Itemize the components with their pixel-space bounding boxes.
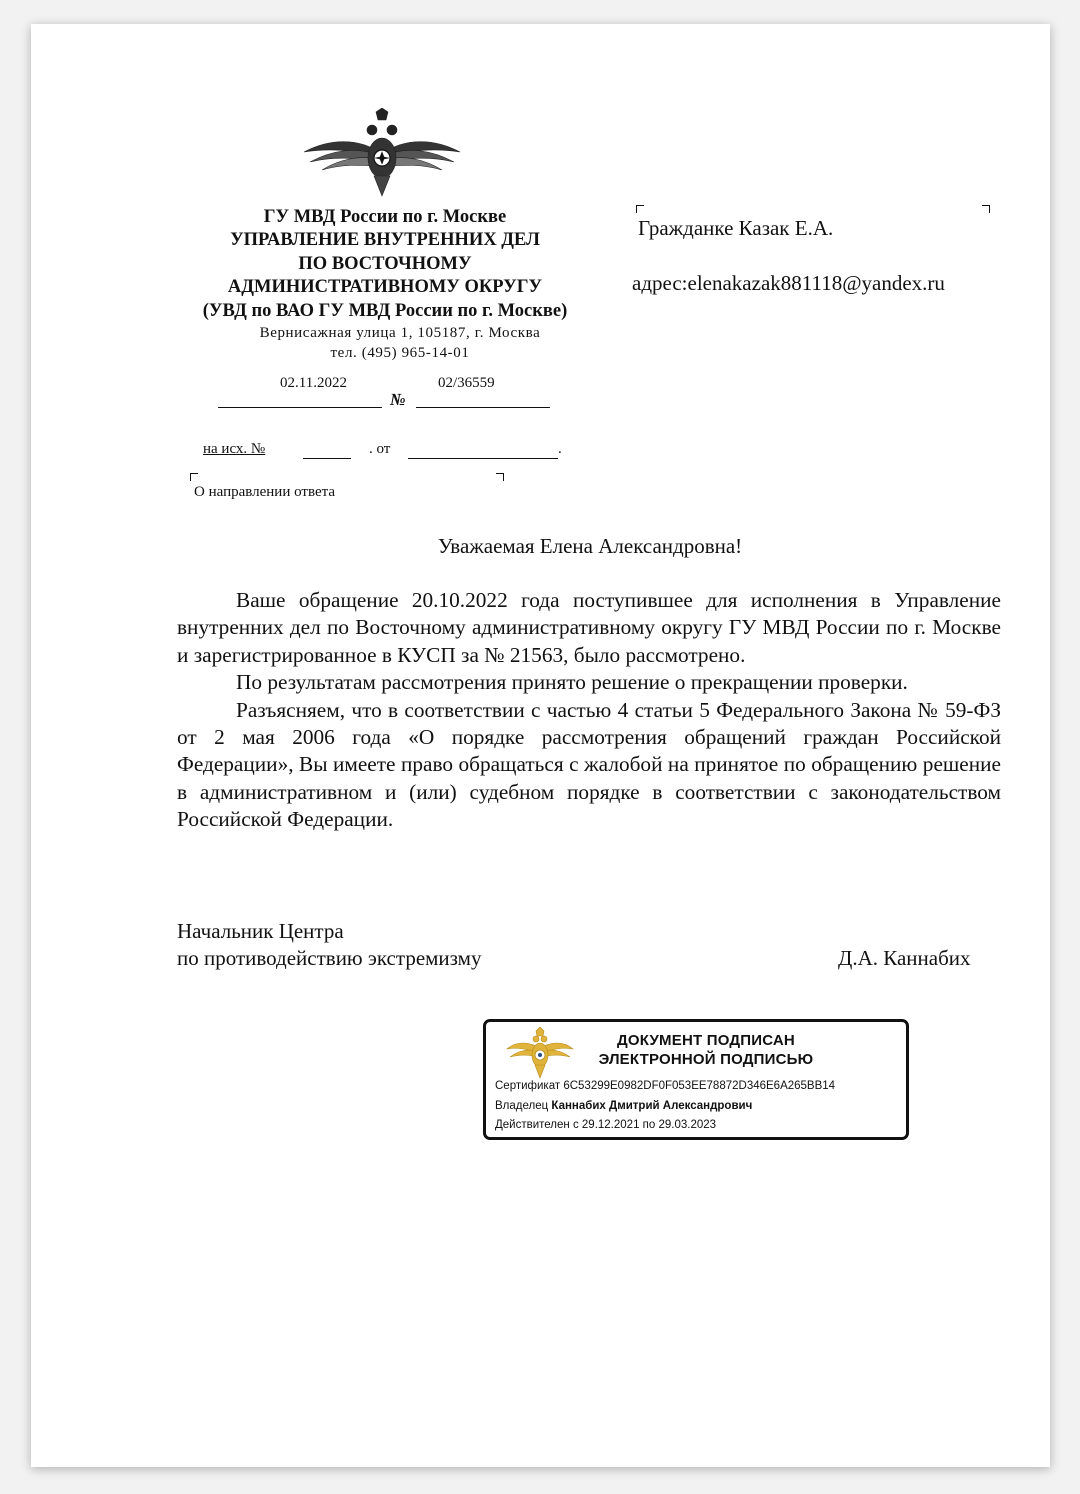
mvd-gold-emblem-icon	[506, 1027, 574, 1079]
ref-date-underline	[408, 458, 558, 459]
number-underline	[416, 407, 550, 408]
stamp-certificate-value: 6C53299E0982DF0F053EE78872D346E6A265BB14	[563, 1080, 836, 1092]
org-name-line1: ГУ МВД России по г. Москве	[263, 207, 507, 227]
letter-subject: О направлении ответа	[194, 484, 336, 500]
org-name-line3: ПО ВОСТОЧНОМУ	[298, 254, 472, 274]
org-phone: тел. (495) 965-14-01	[330, 345, 470, 361]
signer-title-line1: Начальник Центра	[177, 919, 344, 943]
recipient-corner-left	[636, 205, 644, 213]
body-paragraph-1: Ваше обращение 20.10.2022 года поступившее для исполнения в Управление внутренних дел по Восточному административному округу ГУ МВД России по г. Москве и зарегистрированное в КУСП за № 21563, было рассмотрено.	[177, 588, 1001, 667]
stamp-title-line1: ДОКУМЕНТ ПОДПИСАН	[617, 1032, 795, 1049]
org-name-line4: АДМИНИСТРАТИВНОМУ ОКРУГУ	[227, 277, 543, 297]
greeting: Уважаемая Елена Александровна!	[437, 534, 743, 558]
org-name-line2: УПРАВЛЕНИЕ ВНУТРЕННИХ ДЕЛ	[230, 230, 540, 250]
body-paragraph-2: По результатам рассмотрения принято решение о прекращении проверки.	[236, 670, 908, 695]
org-name-short: (УВД по ВАО ГУ МВД России по г. Москве)	[202, 301, 568, 321]
stamp-owner-label: Владелец	[495, 1100, 549, 1112]
recipient-name: Гражданке Казак Е.А.	[638, 216, 834, 240]
stamp-validity: Действителен с 29.12.2021 по 29.03.2023	[495, 1119, 717, 1131]
recipient-corner-right	[982, 205, 990, 213]
body-paragraph-3: Разъясняем, что в соответствии с частью 4 статьи 5 Федерального Закона № 59-ФЗ от 2 мая 2006 года «О порядке рассмотрения обращений граждан Российской Федерации», Вы имеете право обращаться с жалобой на принятое по обращению решение в административном и (или) судебном порядке в соответствии с законодательством Российской Федерации.	[177, 697, 1001, 832]
ref-from-label: . от	[369, 441, 391, 457]
stamp-title	[586, 1031, 826, 1069]
mvd-eagle-emblem-icon	[300, 108, 464, 198]
signer-title-line2: по противодействию экстремизму	[177, 946, 482, 970]
registration-number: 02/36559	[438, 375, 495, 391]
registration-date: 02.11.2022	[280, 375, 347, 391]
ref-number-underline	[303, 458, 351, 459]
recipient-address: адрес:elenakazak881118@yandex.ru	[632, 271, 945, 295]
subject-corner-left	[190, 473, 198, 481]
signer-name: Д.А. Каннабих	[838, 946, 971, 970]
org-address: Вернисажная улица 1, 105187, г. Москва	[259, 325, 541, 341]
stamp-title-line2: ЭЛЕКТРОННОЙ ПОДПИСЬЮ	[598, 1051, 814, 1068]
electronic-signature-stamp	[483, 1019, 909, 1140]
stamp-owner-value: Каннабих Дмитрий Александрович	[551, 1100, 753, 1112]
subject-corner-right	[496, 473, 504, 481]
stamp-certificate-row	[495, 1080, 835, 1092]
stamp-owner-row	[495, 1100, 752, 1112]
number-sign: №	[390, 390, 406, 409]
letter-body	[177, 587, 1001, 834]
date-underline	[218, 407, 382, 408]
ref-number-label: на исх. №	[203, 441, 266, 457]
stamp-certificate-label: Сертификат	[495, 1080, 561, 1092]
ref-end-dot: .	[558, 441, 562, 457]
